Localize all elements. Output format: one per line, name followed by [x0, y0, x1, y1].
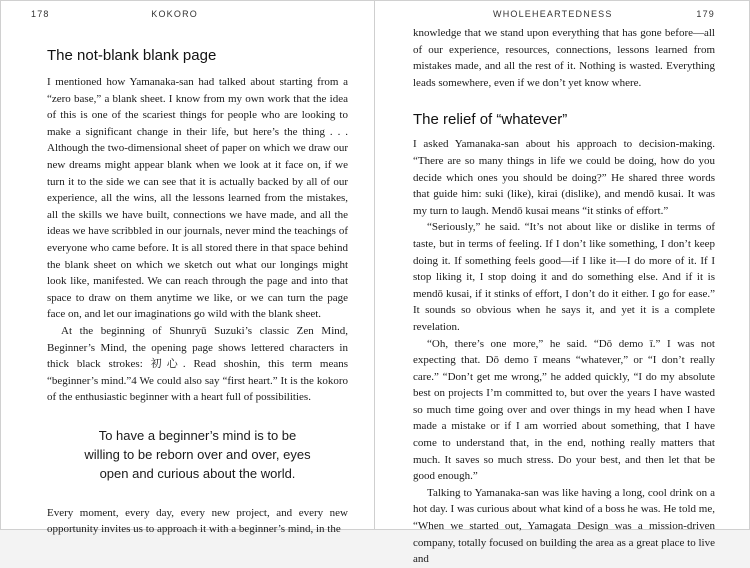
pull-quote-line: willing to be reborn over and over, eyes — [84, 446, 311, 462]
pull-quote — [59, 426, 336, 483]
section-heading-whatever: The relief of “whatever” — [413, 111, 568, 129]
paragraph-decision-making: I asked Yamanaka-san about his approach to decision-making. “There are so many things in life we could be doing, how do you decide which ones you should be doing?” He shared three words that guide him: suki (like), kirai (dislike), and mendō kusai. It was my turn to laugh. Mendō kusai means “it stinks of effort.” — [413, 138, 715, 217]
paragraph-knowledge: knowledge that we stand upon everything that has gone before—all of our experience, resources, connections, lessons learned from mistakes made, and all the rest of it. Nothing is wasted. Everything leads somewhere, even if we don’t yet know where. — [413, 27, 715, 89]
left-page-number: 178 — [31, 9, 50, 19]
left-running-head — [31, 9, 348, 23]
right-running-head — [413, 9, 715, 23]
paragraph-one-more: “Oh, there’s one more,” he said. “Dō demo ī.” I was not expecting that. Dō demo ī means “whatever,” or “I don’t really care.” “Don’t get me wrong,” he added quickly, “I do my absolute best on projects I’m committed to, but over the years I have wasted so much time going over and over things in my head when I have made a mistake or if I am worried about something, that I have come to understand that, in the end, nothing really matters that much. It saves so much stress. Do your best, and then let that be good enough.” — [413, 337, 715, 483]
right-running-title: WHOLEHEARTEDNESS — [493, 9, 613, 19]
paragraph-cool-drink: Talking to Yamanaka-san was like having a long, cool drink on a hot day. I was curious about what kind of a boss he was. He told me, “When we started out, Yamagata Design was a mission-driven company, totally focused on building the area as a great place to live and — [413, 486, 715, 566]
right-page — [375, 1, 749, 566]
section-heading-not-blank: The not-blank blank page — [47, 47, 217, 64]
right-page-number: 179 — [696, 9, 715, 19]
paragraph-every-moment: Every moment, every day, every new project, and every new opportunity invites us to approach it with a beginner’s mind, in the — [47, 506, 348, 536]
left-page — [1, 1, 375, 536]
left-running-title: KOKORO — [151, 9, 198, 19]
pull-quote-line: To have a beginner’s mind is to be — [98, 427, 297, 443]
paragraph-blank-sheet: I mentioned how Yamanaka-san had talked about starting from a “zero base,” a blank sheet. I know from my own work that the idea of this is one of the scariest things for people who are looking to make a significant change in their life, but here’s the thing . . . Although the two-dimensional sheet of paper on which we draw our new dreams might appear blank when we look at it face on, if we turn it to the side we can see that it is actually backed by all of our experience, all the wins, all the lessons learned from the mistakes, all the skills we have built, connections we have made, and all the ideas we have scribbled in our journals, never mind the teachings of everyone who came before. It is all stored there in that space behind the blank sheet on which we sketch out what our longings might look like, manifested. We can reach through the page and into that space to draw on them anytime we like, or we can turn the page face on, and let our imaginations go wild with the blank sheet. — [47, 76, 348, 321]
paragraph-seriously: “Seriously,” he said. “It’s not about like or dislike in terms of taste, but in terms of feeling. If I don’t like something, I don’t keep doing it. If something feels good—if I like it—I do more of it. If I stop liking it, I stop doing it and do something else. And if it is mendō kusai, if it stinks of effort, I don’t do it either. I go for ease.” It sounds so obvious when he says it, and yet it is a complete revelation. — [413, 221, 715, 333]
paragraph-beginners-mind: At the beginning of Shunryū Suzuki’s classic Zen Mind, Beginner’s Mind, the opening page shows lettered characters in thick black strokes: 初心. Read shoshin, this term means “beginner’s mind.”4 We could also say “first heart.” It is the kokoro of the enthusiastic beginner with a heart full of possibilities. — [47, 324, 348, 404]
pull-quote-line: open and curious about the world. — [99, 465, 296, 481]
